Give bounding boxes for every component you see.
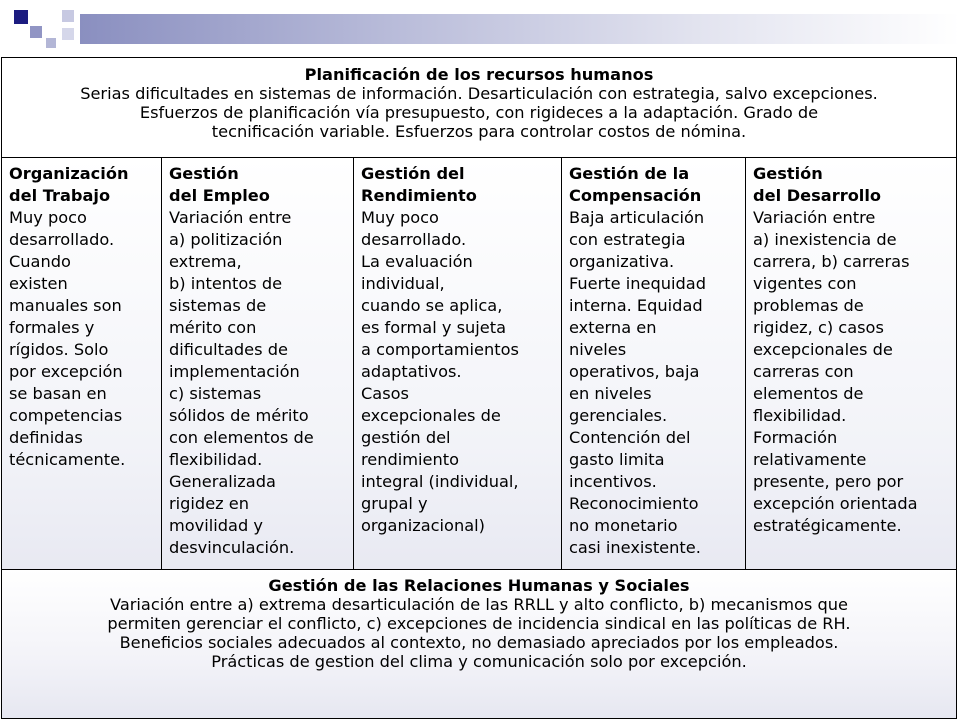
decorative-square	[62, 10, 74, 22]
column-body: Muy poco desarrollado. Cuando existen manuales son formales y rígidos. Solo por excepción se basan en competencias definidas técnicamente.	[9, 208, 126, 469]
relations-body: Variación entre a) extrema desarticulación de las RRLL y alto conflicto, b) mecanismos que permiten gerenciar el conflicto, c) excepciones de incidencia sindical en las políticas de RH. Beneficios sociales adecuados al contexto, no demasiado apreciados por los empleados. Prácticas de gestion del clima y comunicación solo por excepción.	[107, 595, 851, 671]
decorative-square	[46, 38, 56, 48]
column-title: Organización del Trabajo	[9, 164, 129, 205]
column-employment-management	[162, 158, 354, 569]
column-title: Gestión del Desarrollo	[753, 164, 882, 205]
decorative-square	[62, 28, 74, 40]
column-body: Muy poco desarrollado. La evaluación individual, cuando se aplica, es formal y sujeta a comportamientos adaptativos. Casos excepcionales de gestión del rendimiento integral (individual, grupal y organizacional)	[361, 208, 519, 535]
column-work-organization	[2, 158, 162, 569]
column-title: Gestión del Empleo	[169, 164, 270, 205]
hr-management-table	[1, 57, 957, 719]
column-compensation-management	[562, 158, 746, 569]
column-body: Baja articulación con estrategia organizativa. Fuerte inequidad interna. Equidad externa en niveles operativos, baja en niveles gerenciales. Contención del gasto limita incentivos. Reconocimiento no monetario casi inexistente.	[569, 208, 706, 557]
relations-title: Gestión de las Relaciones Humanas y Sociales	[268, 576, 690, 595]
header-gradient-bar	[80, 14, 960, 44]
relations-section	[2, 569, 956, 718]
column-title: Gestión del Rendimiento	[361, 164, 477, 205]
column-title: Gestión de la Compensación	[569, 164, 702, 205]
decorative-square	[30, 26, 42, 38]
subsystems-row	[2, 158, 956, 569]
column-body: Variación entre a) inexistencia de carrera, b) carreras vigentes con problemas de rigidez, c) casos excepcionales de carreras con elementos de flexibilidad. Formación relativamente presente, pero por excepción orientada estratégicamente.	[753, 208, 918, 535]
planning-section	[2, 58, 956, 158]
slide-header-band	[0, 0, 960, 56]
column-development-management	[746, 158, 956, 569]
decorative-square-dark	[14, 10, 28, 24]
column-body: Variación entre a) politización extrema, b) intentos de sistemas de mérito con dificultades de implementación c) sistemas sólidos de mérito con elementos de flexibilidad. Generalizada rigidez en movilidad y desvinculación.	[169, 208, 314, 557]
planning-body: Serias dificultades en sistemas de información. Desarticulación con estrategia, salvo excepciones. Esfuerzos de planificación vía presupuesto, con rigideces a la adaptación. Grado de tecnificación variable. Esfuerzos para controlar costos de nómina.	[80, 84, 878, 141]
column-performance-management	[354, 158, 562, 569]
planning-title: Planificación de los recursos humanos	[304, 65, 654, 84]
